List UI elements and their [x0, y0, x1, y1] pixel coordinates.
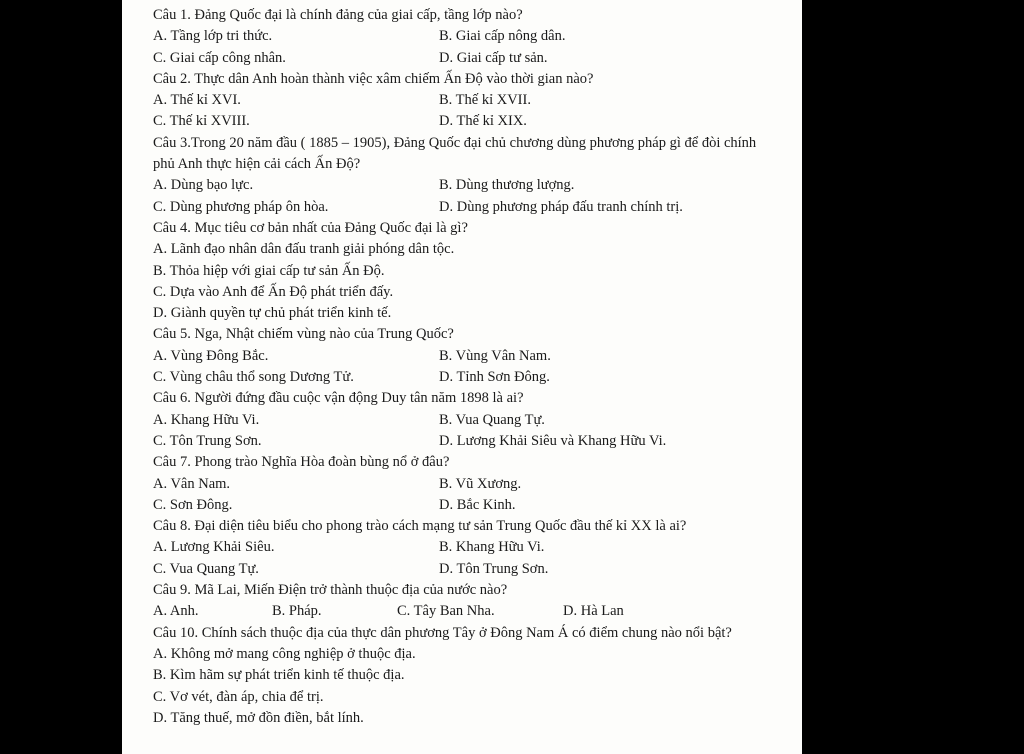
- option-a: A. Vùng Đông Bắc.: [153, 347, 269, 364]
- option-d: D. Dùng phương pháp đấu tranh chính trị.: [439, 198, 683, 215]
- options-row: [153, 495, 793, 516]
- option-c: C. Vơ vét, đàn áp, chia để trị.: [153, 688, 324, 705]
- option-c: C. Thế kỉ XVIII.: [153, 113, 250, 130]
- options-row: [153, 410, 793, 431]
- question-3: Câu 3.Trong 20 năm đầu ( 1885 – 1905), Đảng Quốc đại chủ chương dùng phương pháp gì để đòi chính phủ Anh thực hiện cải cách Ấn Độ?: [153, 134, 757, 173]
- question-6: Câu 6. Người đứng đầu cuộc vận động Duy tân năm 1898 là ai?: [153, 390, 524, 407]
- option-d: D. Tỉnh Sơn Đông.: [439, 369, 550, 386]
- option-a: A. Không mở mang công nghiệp ở thuộc địa.: [153, 645, 416, 662]
- options-row: [153, 197, 793, 218]
- options-row: [153, 111, 793, 132]
- option-a: A. Tầng lớp tri thức.: [153, 28, 273, 45]
- options-row: [153, 48, 793, 69]
- option-d: D. Tăng thuế, mở đồn điền, bắt lính.: [153, 709, 364, 726]
- option-b: B. Vũ Xương.: [439, 475, 522, 492]
- option-a: A. Lương Khải Siêu.: [153, 539, 275, 556]
- question-7: Câu 7. Phong trào Nghĩa Hòa đoàn bùng nổ ở đâu?: [153, 454, 450, 471]
- option-a: A. Anh.: [153, 603, 199, 620]
- question-10: Câu 10. Chính sách thuộc địa của thực dân phương Tây ở Đông Nam Á có điểm chung nào nổi bật?: [153, 624, 732, 641]
- option-a: A. Vân Nam.: [153, 475, 231, 492]
- question-2: Câu 2. Thực dân Anh hoàn thành việc xâm chiếm Ấn Độ vào thời gian nào?: [153, 70, 594, 87]
- option-b: B. Vua Quang Tự.: [439, 411, 545, 428]
- option-b: B. Pháp.: [272, 603, 322, 620]
- options-row: [153, 367, 793, 388]
- option-a: A. Dùng bạo lực.: [153, 177, 254, 194]
- options-row: [153, 474, 793, 495]
- option-b: B. Vùng Vân Nam.: [439, 347, 551, 364]
- question-1: Câu 1. Đảng Quốc đại là chính đảng của giai cấp, tầng lớp nào?: [153, 7, 523, 23]
- option-c: C. Sơn Đông.: [153, 496, 233, 513]
- option-a: A. Khang Hữu Vi.: [153, 411, 260, 428]
- options-row: [153, 431, 793, 452]
- option-c: C. Giai cấp công nhân.: [153, 49, 286, 66]
- option-c: C. Vua Quang Tự.: [153, 560, 259, 577]
- question-4: Câu 4. Mục tiêu cơ bản nhất của Đảng Quốc đại là gì?: [153, 219, 468, 236]
- option-c: C. Tây Ban Nha.: [397, 603, 495, 620]
- option-a: A. Lãnh đạo nhân dân đấu tranh giải phóng dân tộc.: [153, 241, 455, 258]
- options-row: [153, 346, 793, 367]
- question-5: Câu 5. Nga, Nhật chiếm vùng nào của Trung Quốc?: [153, 326, 454, 343]
- question-9: Câu 9. Mã Lai, Miến Điện trở thành thuộc địa của nước nào?: [153, 582, 508, 599]
- option-d: D. Thế kỉ XIX.: [439, 113, 527, 130]
- option-c: C. Tôn Trung Sơn.: [153, 432, 262, 449]
- document-page: [122, 0, 802, 754]
- question-8: Câu 8. Đại diện tiêu biểu cho phong trào cách mạng tư sản Trung Quốc đầu thế kỉ XX là ai?: [153, 518, 687, 535]
- option-a: A. Thế kỉ XVI.: [153, 92, 241, 109]
- option-c: C. Dùng phương pháp ôn hòa.: [153, 198, 329, 215]
- options-row: [153, 537, 793, 558]
- option-b: B. Dùng thương lượng.: [439, 177, 575, 194]
- option-d: D. Bắc Kinh.: [439, 496, 516, 513]
- option-c: C. Dựa vào Anh để Ấn Độ phát triển đấy.: [153, 283, 394, 300]
- option-d: D. Giành quyền tự chủ phát triển kinh tế.: [153, 305, 392, 322]
- option-d: D. Tôn Trung Sơn.: [439, 560, 549, 577]
- option-b: B. Giai cấp nông dân.: [439, 28, 566, 45]
- option-b: B. Khang Hữu Vi.: [439, 539, 545, 556]
- option-c: C. Vùng châu thổ song Dương Tử.: [153, 369, 354, 386]
- document-content: [153, 5, 793, 729]
- option-d: D. Hà Lan: [563, 603, 624, 620]
- options-row: [153, 26, 793, 47]
- option-d: D. Lương Khải Siêu và Khang Hữu Vi.: [439, 432, 667, 449]
- options-row: [153, 90, 793, 111]
- options-row: [153, 601, 793, 622]
- option-d: D. Giai cấp tư sản.: [439, 49, 548, 66]
- options-row: [153, 175, 793, 196]
- option-b: B. Kìm hãm sự phát triển kinh tế thuộc địa.: [153, 667, 405, 684]
- option-b: B. Thỏa hiệp với giai cấp tư sản Ấn Độ.: [153, 262, 385, 279]
- options-row: [153, 559, 793, 580]
- option-b: B. Thế kỉ XVII.: [439, 92, 531, 109]
